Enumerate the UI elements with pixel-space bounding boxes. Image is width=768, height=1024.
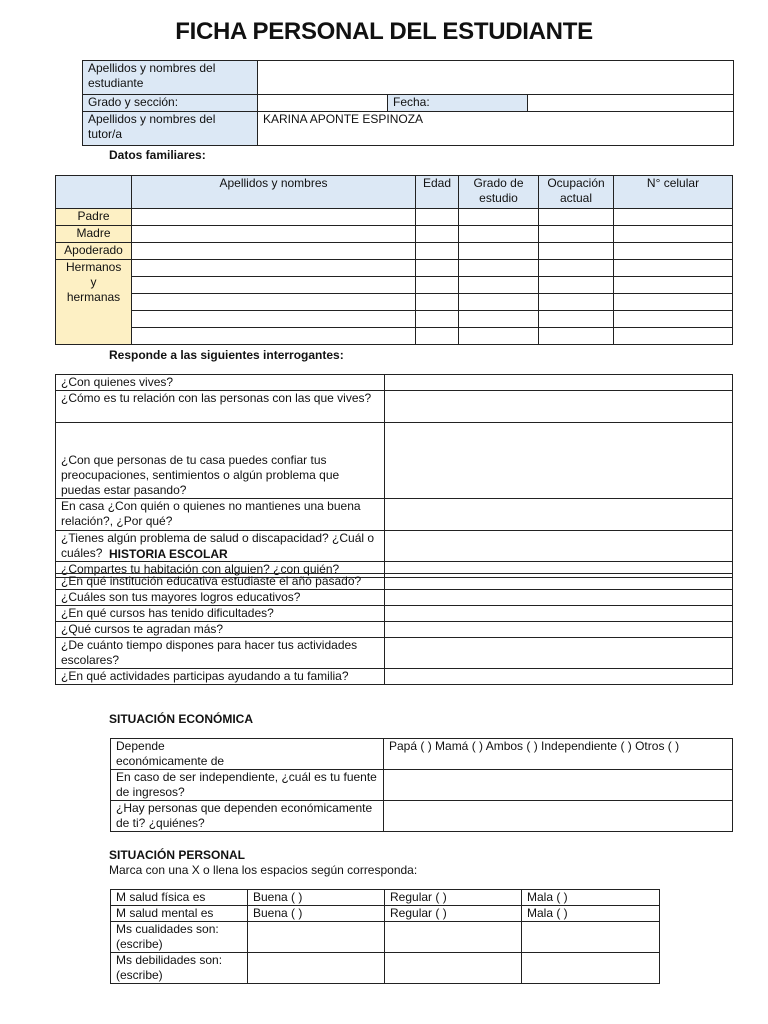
- answer-field[interactable]: [385, 423, 733, 499]
- answer-field[interactable]: [385, 375, 733, 391]
- questions-heading: Responde a las siguientes interrogantes:: [109, 348, 344, 362]
- family-heading: Datos familiares:: [109, 148, 206, 162]
- tutor-label: Apellidos y nombres del tutor/a: [83, 112, 258, 146]
- family-col-grade: Grado de estudio: [459, 176, 539, 209]
- family-cell[interactable]: [416, 311, 459, 328]
- answer-field[interactable]: [385, 622, 733, 638]
- answer-field[interactable]: [385, 499, 733, 531]
- school-question: ¿Cuáles son tus mayores logros educativos?: [56, 590, 385, 606]
- family-cell[interactable]: [614, 226, 733, 243]
- family-cell[interactable]: [539, 260, 614, 277]
- economic-table: [110, 738, 733, 832]
- family-row-siblings: Hermanos y hermanas: [56, 260, 132, 345]
- answer-field[interactable]: [385, 391, 733, 423]
- answer-field[interactable]: [385, 590, 733, 606]
- economic-question: Depende económicamente de: [111, 739, 384, 770]
- family-cell[interactable]: [416, 226, 459, 243]
- school-question: ¿Qué cursos te agradan más?: [56, 622, 385, 638]
- family-cell[interactable]: [416, 328, 459, 345]
- grade-label: Grado y sección:: [83, 95, 258, 112]
- option-cell[interactable]: Regular ( ): [385, 906, 522, 922]
- answer-field[interactable]: [385, 531, 733, 562]
- family-cell[interactable]: [132, 226, 416, 243]
- family-cell[interactable]: [539, 226, 614, 243]
- family-cell[interactable]: [416, 260, 459, 277]
- option-cell[interactable]: Buena ( ): [248, 890, 385, 906]
- family-cell[interactable]: [614, 209, 733, 226]
- economic-heading: SITUACIÓN ECONÓMICA: [109, 712, 253, 726]
- economic-question: ¿Hay personas que dependen económicamente de ti? ¿quiénes?: [111, 801, 384, 832]
- family-cell[interactable]: [459, 243, 539, 260]
- family-cell[interactable]: [132, 311, 416, 328]
- school-question: ¿En qué actividades participas ayudando a tu familia?: [56, 669, 385, 685]
- option-cell[interactable]: Mala ( ): [522, 906, 660, 922]
- family-col-age: Edad: [416, 176, 459, 209]
- answer-field[interactable]: [385, 606, 733, 622]
- family-cell[interactable]: [132, 277, 416, 294]
- personal-label: M salud mental es: [111, 906, 248, 922]
- option-cell[interactable]: [522, 922, 660, 953]
- student-name-label: Apellidos y nombres del estudiante: [83, 61, 258, 95]
- family-cell[interactable]: [132, 294, 416, 311]
- economic-answer[interactable]: Papá ( ) Mamá ( ) Ambos ( ) Independiente ( ) Otros ( ): [384, 739, 733, 770]
- family-cell[interactable]: [539, 328, 614, 345]
- page-title: FICHA PERSONAL DEL ESTUDIANTE: [175, 18, 593, 45]
- family-cell[interactable]: [459, 311, 539, 328]
- family-cell[interactable]: [614, 311, 733, 328]
- economic-question: En caso de ser independiente, ¿cuál es tu fuente de ingresos?: [111, 770, 384, 801]
- school-question: ¿En qué institución educativa estudiaste el año pasado?: [56, 574, 385, 590]
- question-label: ¿Tienes algún problema de salud o discapacidad? ¿Cuál o cuáles?: [56, 531, 385, 562]
- family-cell[interactable]: [459, 328, 539, 345]
- family-cell[interactable]: [539, 277, 614, 294]
- answer-field[interactable]: [385, 638, 733, 669]
- answer-field[interactable]: [385, 669, 733, 685]
- personal-label: M salud física es: [111, 890, 248, 906]
- student-name-field[interactable]: [258, 61, 734, 95]
- answer-field[interactable]: [385, 574, 733, 590]
- family-cell[interactable]: [416, 277, 459, 294]
- family-cell[interactable]: [459, 277, 539, 294]
- school-question: ¿De cuánto tiempo dispones para hacer tus actividades escolares?: [56, 638, 385, 669]
- personal-label: Ms debilidades son: (escribe): [111, 953, 248, 984]
- family-cell[interactable]: [459, 209, 539, 226]
- family-cell[interactable]: [614, 277, 733, 294]
- question-label: ¿Con quienes vives?: [56, 375, 385, 391]
- tutor-field[interactable]: KARINA APONTE ESPINOZA: [258, 112, 734, 146]
- family-cell[interactable]: [539, 243, 614, 260]
- family-cell[interactable]: [459, 260, 539, 277]
- option-cell[interactable]: [522, 953, 660, 984]
- personal-table: [110, 889, 660, 984]
- family-cell[interactable]: [539, 294, 614, 311]
- option-cell[interactable]: Buena ( ): [248, 906, 385, 922]
- question-label: ¿Cómo es tu relación con las personas con las que vives?: [56, 391, 385, 423]
- option-cell[interactable]: [385, 922, 522, 953]
- family-row-guardian: Apoderado: [56, 243, 132, 260]
- personal-heading: SITUACIÓN PERSONAL: [109, 848, 246, 862]
- school-heading: HISTORIA ESCOLAR: [109, 547, 228, 561]
- option-cell[interactable]: Regular ( ): [385, 890, 522, 906]
- family-cell[interactable]: [539, 311, 614, 328]
- family-cell[interactable]: [459, 226, 539, 243]
- grade-field[interactable]: [258, 95, 388, 112]
- school-table: [55, 573, 733, 685]
- option-cell[interactable]: [385, 953, 522, 984]
- family-cell[interactable]: [132, 209, 416, 226]
- family-col-phone: N° celular: [614, 176, 733, 209]
- option-cell[interactable]: [248, 953, 385, 984]
- question-label: ¿Compartes tu habitación con alguien? ¿con quién?: [56, 562, 385, 578]
- family-cell[interactable]: [614, 294, 733, 311]
- date-field[interactable]: [528, 95, 734, 112]
- family-cell[interactable]: [132, 260, 416, 277]
- family-cell[interactable]: [132, 243, 416, 260]
- family-cell[interactable]: [416, 209, 459, 226]
- school-question: ¿En qué cursos has tenido dificultades?: [56, 606, 385, 622]
- family-cell[interactable]: [539, 209, 614, 226]
- family-row-father: Padre: [56, 209, 132, 226]
- personal-label: Ms cualidades son: (escribe): [111, 922, 248, 953]
- economic-answer[interactable]: [384, 770, 733, 801]
- economic-answer[interactable]: [384, 801, 733, 832]
- option-cell[interactable]: [248, 922, 385, 953]
- family-cell[interactable]: [614, 243, 733, 260]
- family-cell[interactable]: [416, 243, 459, 260]
- family-col-occupation: Ocupación actual: [539, 176, 614, 209]
- family-corner-cell: [56, 176, 132, 209]
- family-table: [55, 175, 733, 345]
- question-label: En casa ¿Con quién o quienes no mantienes una buena relación?, ¿Por qué?: [56, 499, 385, 531]
- date-label: Fecha:: [388, 95, 528, 112]
- question-label: ¿Con que personas de tu casa puedes confiar tus preocupaciones, sentimientos o algún problema que puedas estar pasando?: [56, 423, 385, 499]
- family-cell[interactable]: [416, 294, 459, 311]
- student-info-table: [82, 60, 734, 146]
- family-row-mother: Madre: [56, 226, 132, 243]
- family-cell[interactable]: [614, 260, 733, 277]
- family-cell[interactable]: [132, 328, 416, 345]
- family-col-names: Apellidos y nombres: [132, 176, 416, 209]
- option-cell[interactable]: Mala ( ): [522, 890, 660, 906]
- personal-instruction: Marca con una X o llena los espacios según corresponda:: [109, 863, 418, 877]
- family-cell[interactable]: [459, 294, 539, 311]
- family-cell[interactable]: [614, 328, 733, 345]
